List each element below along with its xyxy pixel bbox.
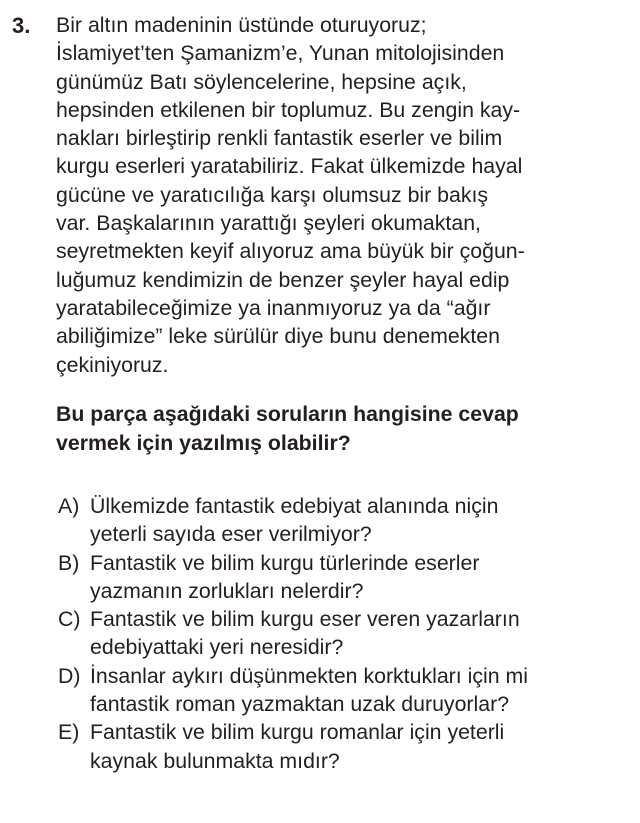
option-letter: C)	[58, 607, 81, 632]
option-letter: A)	[58, 494, 80, 518]
answer-options	[58, 492, 638, 775]
option-letter: D)	[58, 663, 81, 688]
option-line: Fantastik ve bilim kurgu romanlar için yeterli	[90, 720, 505, 745]
question-number: 3.	[12, 13, 31, 38]
option-text	[90, 718, 638, 775]
option-line: kaynak bulunmakta mıdır?	[90, 748, 340, 773]
passage-line: seyretmekten keyif alıyoruz ama büyük bir çoğun-	[56, 239, 525, 264]
passage-line: günümüz Batı söylencelerine, hepsine açık,	[56, 69, 467, 94]
option-line: Fantastik ve bilim kurgu eser veren yazarların	[90, 607, 520, 632]
passage-line: İslamiyet’ten Şamanizm’e, Yunan mitolojisinden	[56, 41, 505, 66]
option-text	[90, 662, 638, 719]
passage	[56, 11, 636, 379]
option-text	[90, 605, 638, 662]
passage-line: yaratabileceğimize ya inanmıyoruz ya da “ağır	[56, 295, 491, 320]
option-line: Ülkemizde fantastik edebiyat alanında niçin	[90, 494, 499, 518]
option-line: Fantastik ve bilim kurgu türlerinde eserler	[90, 550, 480, 575]
option-letter: E)	[58, 720, 80, 745]
passage-line: var. Başkalarının yarattığı şeyleri okumaktan,	[56, 211, 481, 236]
passage-line: nakları birleştirip renkli fantastik eserler ve bilim	[56, 126, 503, 151]
option-line: İnsanlar aykırı düşünmekten korktukları için mi	[90, 663, 528, 688]
prompt-line: vermek için yazılmış olabilir?	[56, 431, 351, 455]
passage-line: çekiniyoruz.	[56, 352, 169, 377]
question-prompt	[56, 400, 636, 458]
passage-line: Bir altın madeninin üstünde oturuyoruz;	[56, 13, 427, 37]
option-a[interactable]	[58, 492, 638, 549]
passage-line: abiliğimize” leke sürülür diye bunu denemekten	[56, 324, 500, 349]
option-text	[90, 549, 638, 606]
passage-line: luğumuz kendimizin de benzer şeyler hayal edip	[56, 267, 510, 292]
option-d[interactable]	[58, 662, 638, 719]
passage-line: hepsinden etkilenen bir toplumuz. Bu zengin kay-	[56, 97, 521, 122]
option-c[interactable]	[58, 605, 638, 662]
option-e[interactable]	[58, 718, 638, 775]
passage-line: gücüne ve yaratıcılığa karşı olumsuz bir bakış	[56, 182, 489, 207]
option-text	[90, 492, 638, 549]
passage-line: kurgu eserleri yaratabiliriz. Fakat ülkemizde hayal	[56, 154, 523, 179]
option-line: yeterli sayıda eser verilmiyor?	[90, 522, 372, 547]
option-letter: B)	[58, 550, 80, 575]
option-line: fantastik roman yazmaktan uzak duruyorlar?	[90, 692, 510, 717]
option-b[interactable]	[58, 549, 638, 606]
option-line: edebiyattaki yeri neresidir?	[90, 635, 344, 660]
option-line: yazmanın zorlukları nelerdir?	[90, 578, 364, 603]
prompt-line: Bu parça aşağıdaki soruların hangisine cevap	[56, 402, 519, 426]
